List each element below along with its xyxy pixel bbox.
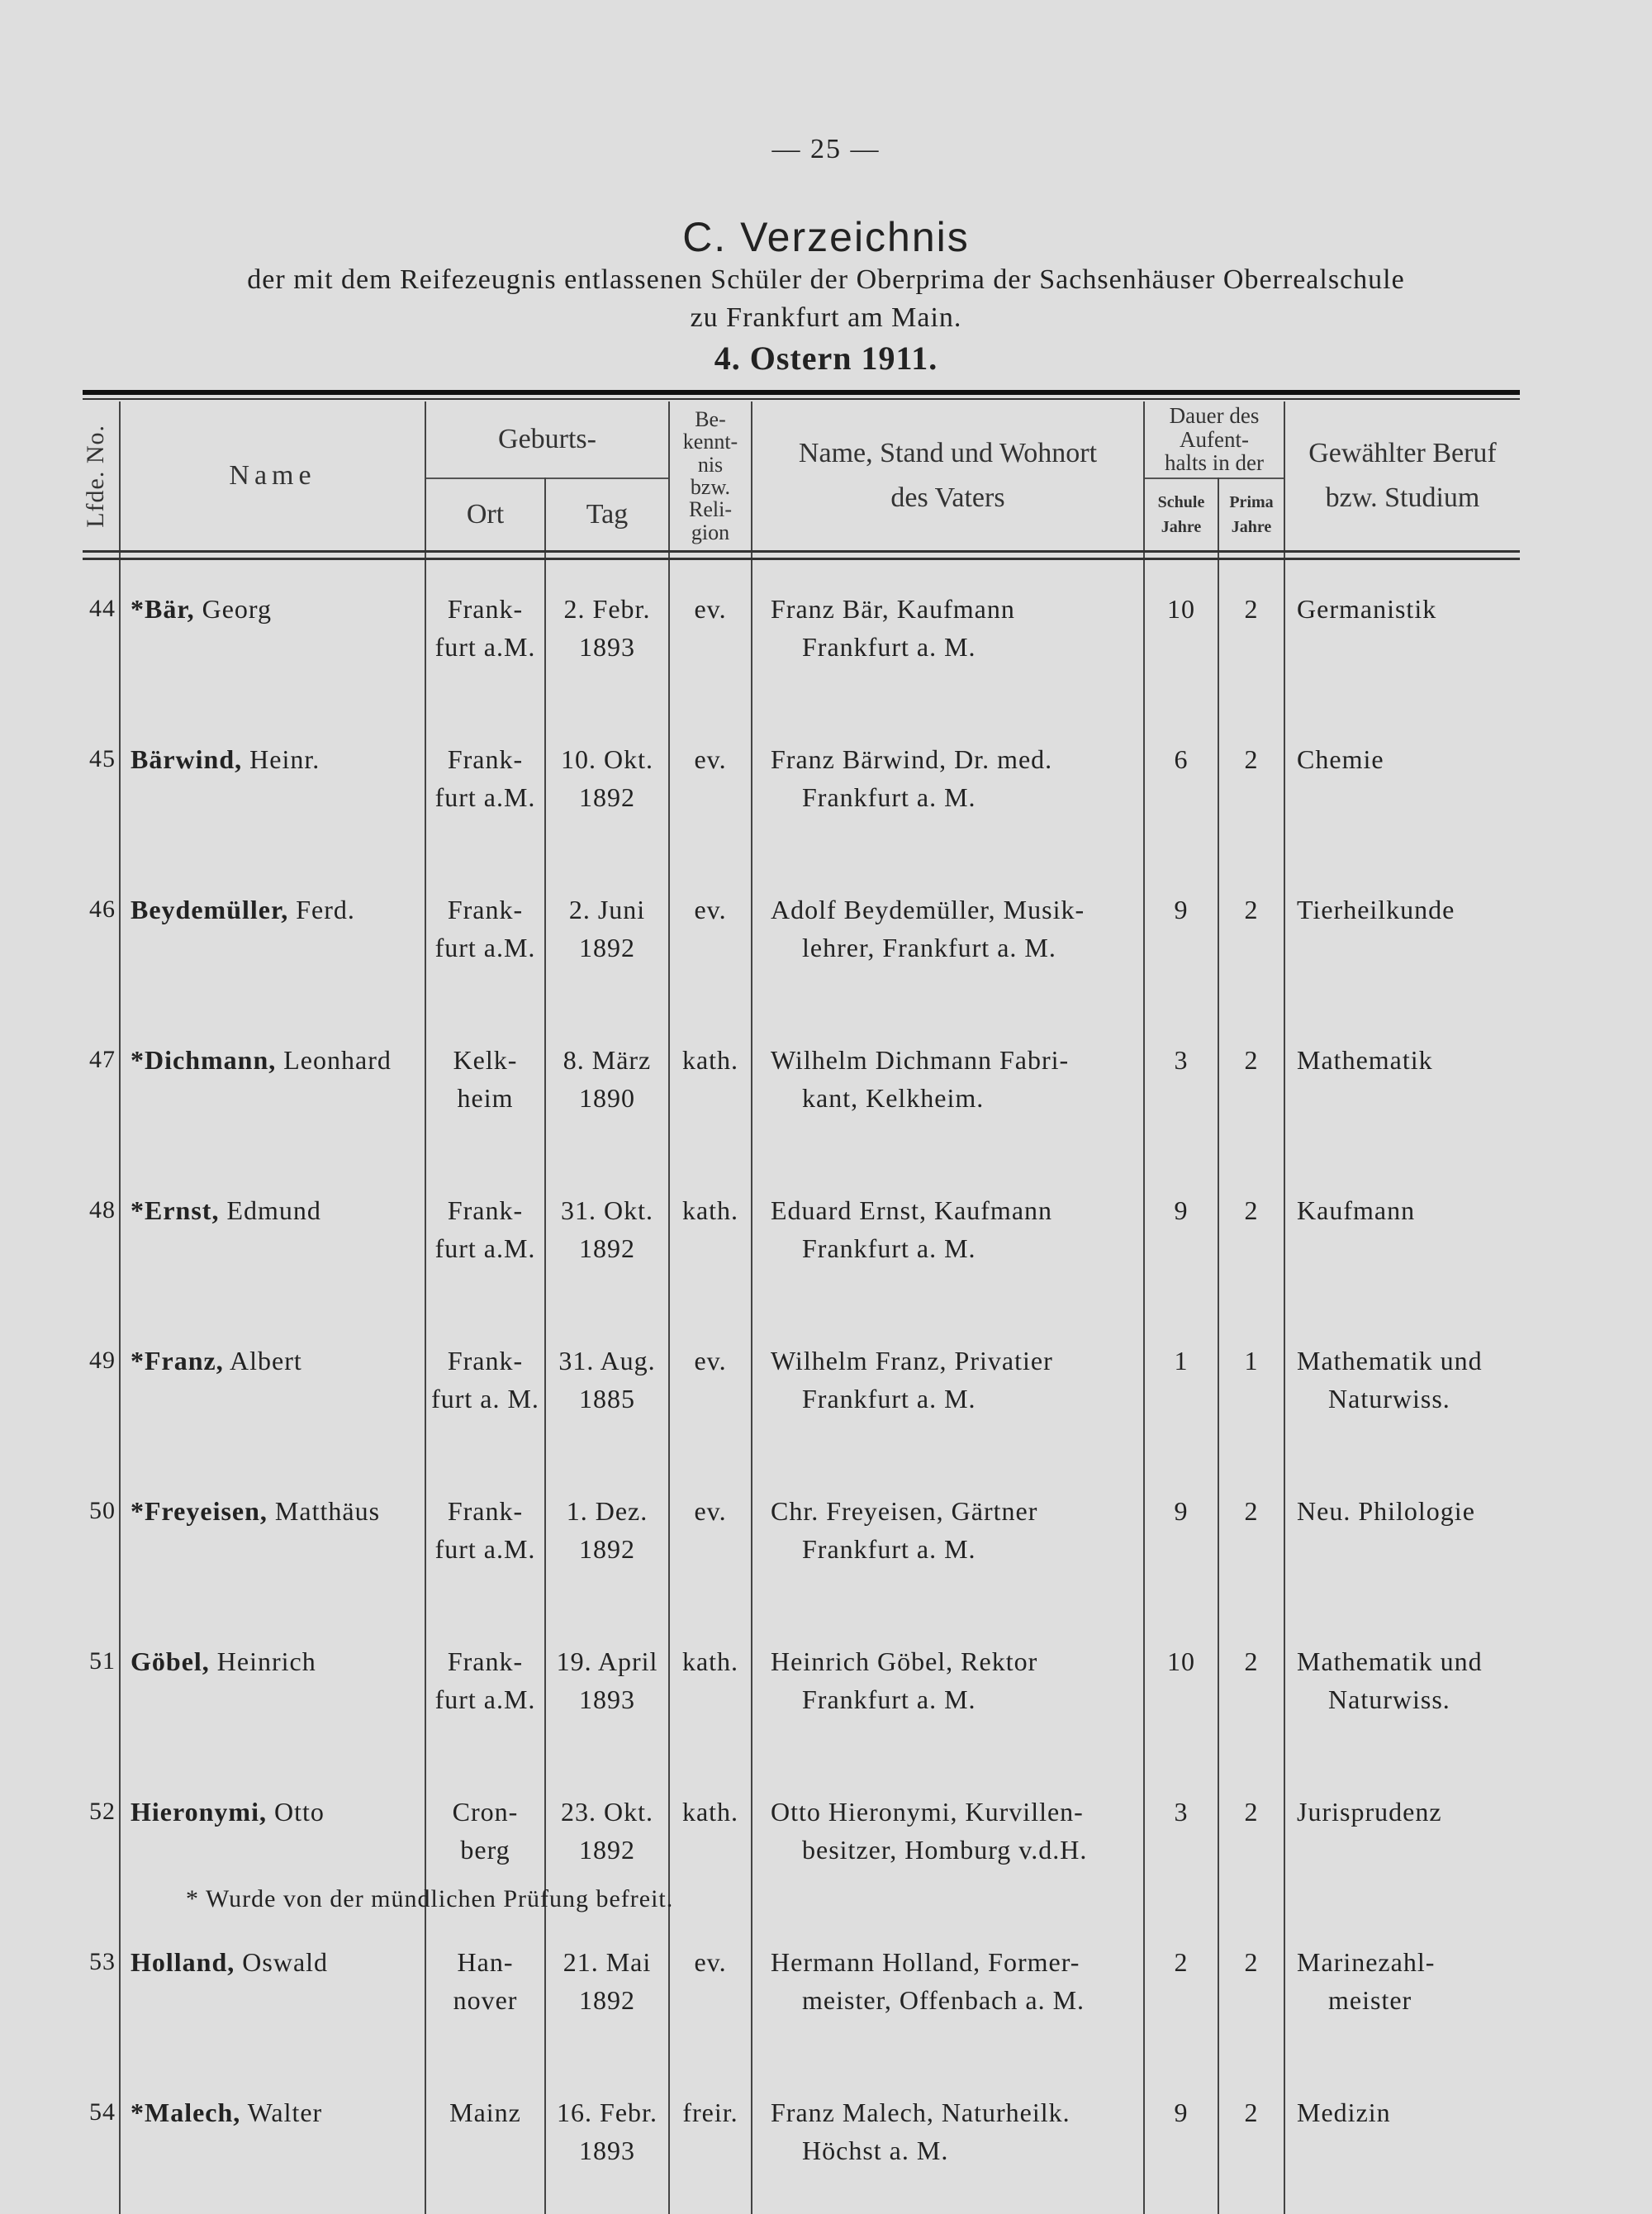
chosen-career: Kaufmann (1284, 1162, 1520, 1312)
document-subtitle (91, 261, 1561, 337)
student-name: *Franz, Albert (120, 1312, 425, 1462)
prima-years: 2 (1218, 1613, 1284, 1763)
graduates-table (83, 401, 1520, 2214)
birth-place: Frank- furt a.M. (425, 1462, 545, 1613)
religion: ev. (669, 559, 752, 711)
school-years: 9 (1144, 1462, 1218, 1613)
header-schule-jahre: Schule Jahre (1144, 478, 1218, 552)
subtitle-line-1: der mit dem Reifezeugnis entlassenen Schüler der Oberprima der Sachsenhäuser Oberrealschule (91, 261, 1561, 299)
birth-date: 19. April 1893 (545, 1613, 669, 1763)
prima-years: 2 (1218, 559, 1284, 711)
footnote: * Wurde von der mündlichen Prüfung befreit. (186, 1885, 673, 1913)
student-name: *Malech, Walter (120, 2064, 425, 2214)
birth-date: 23. Okt. 1892 (545, 1763, 669, 1913)
school-years: 10 (1144, 559, 1218, 711)
birth-date: 10. Okt. 1892 (545, 710, 669, 861)
birth-date: 2. Febr. 1893 (545, 559, 669, 711)
table-row (83, 559, 1520, 711)
religion: ev. (669, 1462, 752, 1613)
birth-date: 2. Juni 1892 (545, 861, 669, 1011)
religion: freir. (669, 2064, 752, 2214)
chosen-career: Marinezahl- meister (1284, 1913, 1520, 2064)
religion: kath. (669, 1763, 752, 1913)
father-info: Franz Bärwind, Dr. med. Frankfurt a. M. (752, 710, 1144, 861)
table-header (83, 401, 1520, 559)
school-years: 10 (1144, 1613, 1218, 1763)
school-years: 3 (1144, 1763, 1218, 1913)
prima-years: 2 (1218, 1462, 1284, 1613)
header-religion: Be- kennt- nis bzw. Reli- gion (669, 401, 752, 552)
birth-date: 31. Aug. 1885 (545, 1312, 669, 1462)
religion: kath. (669, 1162, 752, 1312)
header-tag: Tag (545, 478, 669, 552)
father-info: Franz Bär, Kaufmann Frankfurt a. M. (752, 559, 1144, 711)
birth-place: Cron- berg (425, 1763, 545, 1913)
birth-place: Frank- furt a. M. (425, 1312, 545, 1462)
row-number: 44 (83, 559, 120, 711)
student-name: *Bär, Georg (120, 559, 425, 711)
page-number: — 25 — (0, 134, 1652, 165)
chosen-career: Neu. Philologie (1284, 1462, 1520, 1613)
table-row (83, 710, 1520, 861)
school-years: 9 (1144, 1162, 1218, 1312)
father-info: Hermann Holland, Former- meister, Offenbach a. M. (752, 1913, 1144, 2064)
birth-place: Frank- furt a.M. (425, 861, 545, 1011)
document-title: C. Verzeichnis (0, 213, 1652, 261)
chosen-career: Jurisprudenz (1284, 1763, 1520, 1913)
chosen-career: Germanistik (1284, 559, 1520, 711)
chosen-career: Tierheilkunde (1284, 861, 1520, 1011)
table-row (83, 1011, 1520, 1162)
table-row (83, 861, 1520, 1011)
father-info: Adolf Beydemüller, Musik- lehrer, Frankfurt a. M. (752, 861, 1144, 1011)
school-years: 1 (1144, 1312, 1218, 1462)
header-name: Name (120, 401, 425, 552)
prima-years: 2 (1218, 1913, 1284, 2064)
prima-years: 1 (1218, 1312, 1284, 1462)
chosen-career: Mathematik und Naturwiss. (1284, 1613, 1520, 1763)
row-number: 47 (83, 1011, 120, 1162)
birth-place: Frank- furt a.M. (425, 1613, 545, 1763)
birth-date: 21. Mai 1892 (545, 1913, 669, 2064)
student-name: *Ernst, Edmund (120, 1162, 425, 1312)
top-rule-thin (83, 398, 1520, 400)
header-beruf: Gewählter Beruf bzw. Studium (1284, 401, 1520, 552)
religion: ev. (669, 710, 752, 861)
header-lfde-no: Lfde. No. (83, 401, 120, 552)
religion: ev. (669, 861, 752, 1011)
row-number: 50 (83, 1462, 120, 1613)
chosen-career: Mathematik und Naturwiss. (1284, 1312, 1520, 1462)
prima-years: 2 (1218, 861, 1284, 1011)
religion: ev. (669, 1312, 752, 1462)
header-vater: Name, Stand und Wohnort des Vaters (752, 401, 1144, 552)
father-info: Wilhelm Franz, Privatier Frankfurt a. M. (752, 1312, 1144, 1462)
header-ort: Ort (425, 478, 545, 552)
religion: kath. (669, 1613, 752, 1763)
religion: kath. (669, 1011, 752, 1162)
row-number: 52 (83, 1763, 120, 1913)
student-name: Göbel, Heinrich (120, 1613, 425, 1763)
birth-date: 1. Dez. 1892 (545, 1462, 669, 1613)
student-name: Holland, Oswald (120, 1913, 425, 2064)
school-years: 9 (1144, 2064, 1218, 2214)
header-dauer: Dauer des Aufent- halts in der (1144, 401, 1284, 478)
chosen-career: Medizin (1284, 2064, 1520, 2214)
father-info: Heinrich Göbel, Rektor Frankfurt a. M. (752, 1613, 1144, 1763)
father-info: Wilhelm Dichmann Fabri- kant, Kelkheim. (752, 1011, 1144, 1162)
table-row (83, 1162, 1520, 1312)
table-row (83, 1312, 1520, 1462)
subtitle-line-2: zu Frankfurt am Main. (91, 299, 1561, 337)
row-number: 49 (83, 1312, 120, 1462)
top-rule-thick (83, 390, 1520, 395)
table-row (83, 1462, 1520, 1613)
row-number: 45 (83, 710, 120, 861)
father-info: Chr. Freyeisen, Gärtner Frankfurt a. M. (752, 1462, 1144, 1613)
prima-years: 2 (1218, 2064, 1284, 2214)
birth-place: Frank- furt a.M. (425, 559, 545, 711)
birth-place: Frank- furt a.M. (425, 710, 545, 861)
birth-place: Frank- furt a.M. (425, 1162, 545, 1312)
student-name: Bärwind, Heinr. (120, 710, 425, 861)
prima-years: 2 (1218, 1011, 1284, 1162)
table-row (83, 2064, 1520, 2214)
table-row (83, 1913, 1520, 2064)
prima-years: 2 (1218, 710, 1284, 861)
birth-place: Kelk- heim (425, 1011, 545, 1162)
row-number: 51 (83, 1613, 120, 1763)
student-name: *Dichmann, Leonhard (120, 1011, 425, 1162)
birth-date: 8. März 1890 (545, 1011, 669, 1162)
chosen-career: Mathematik (1284, 1011, 1520, 1162)
school-years: 3 (1144, 1011, 1218, 1162)
section-heading: 4. Ostern 1911. (0, 339, 1652, 378)
row-number: 53 (83, 1913, 120, 2064)
row-number: 48 (83, 1162, 120, 1312)
school-years: 9 (1144, 861, 1218, 1011)
religion: ev. (669, 1913, 752, 2064)
father-info: Franz Malech, Naturheilk. Höchst a. M. (752, 2064, 1144, 2214)
row-number: 54 (83, 2064, 120, 2214)
student-name: Beydemüller, Ferd. (120, 861, 425, 1011)
prima-years: 2 (1218, 1162, 1284, 1312)
father-info: Eduard Ernst, Kaufmann Frankfurt a. M. (752, 1162, 1144, 1312)
table-body (83, 559, 1520, 2214)
birth-date: 16. Febr. 1893 (545, 2064, 669, 2214)
table-row (83, 1613, 1520, 1763)
father-info: Otto Hieronymi, Kurvillen- besitzer, Homburg v.d.H. (752, 1763, 1144, 1913)
student-name: Hieronymi, Otto (120, 1763, 425, 1913)
row-number: 46 (83, 861, 120, 1011)
school-years: 6 (1144, 710, 1218, 861)
header-prima-jahre: Prima Jahre (1218, 478, 1284, 552)
school-years: 2 (1144, 1913, 1218, 2064)
birth-place: Han- nover (425, 1913, 545, 2064)
birth-date: 31. Okt. 1892 (545, 1162, 669, 1312)
student-name: *Freyeisen, Matthäus (120, 1462, 425, 1613)
header-geburts: Geburts- (425, 401, 669, 478)
prima-years: 2 (1218, 1763, 1284, 1913)
birth-place: Mainz (425, 2064, 545, 2214)
chosen-career: Chemie (1284, 710, 1520, 861)
